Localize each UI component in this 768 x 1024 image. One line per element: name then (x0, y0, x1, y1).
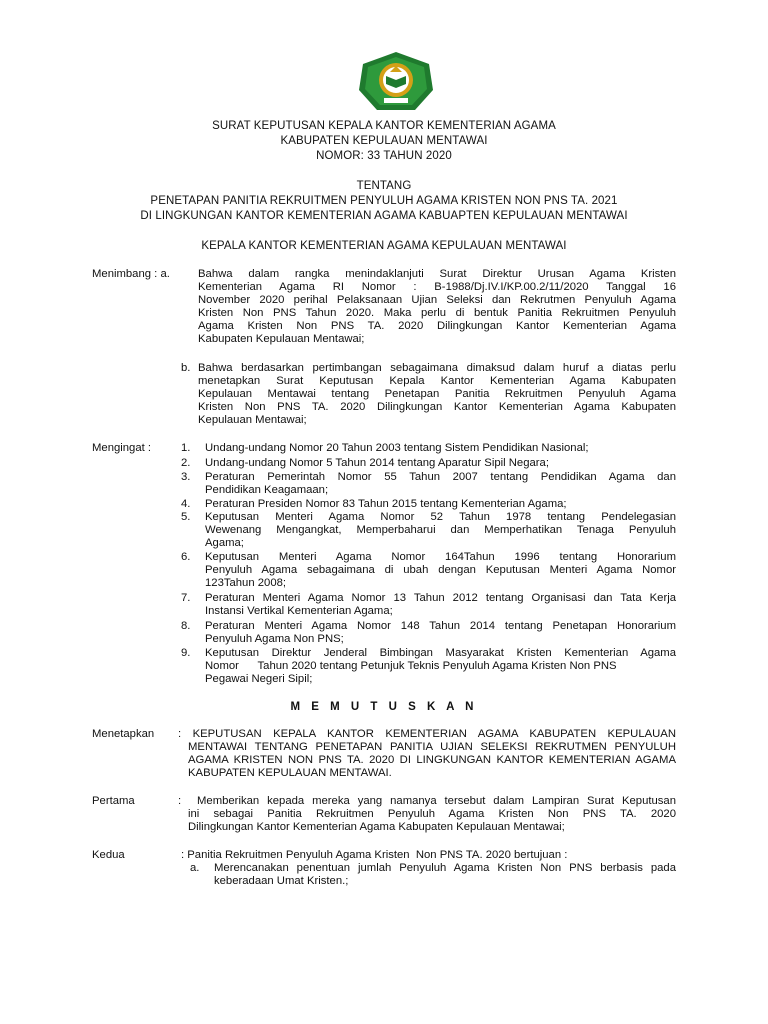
title-line-1: SURAT KEPUTUSAN KEPALA KANTOR KEMENTERIAN AGAMA (212, 120, 556, 132)
menimbang-a-line: Bahwa dalam rangka menindaklanjuti Surat Direktur Urusan Agama Kristen (198, 268, 676, 280)
mengingat-item-line: Nomor Tahun 2020 tentang Petunjuk Teknis Penyuluh Agama Kristen Non PNS (205, 660, 617, 672)
mengingat-item-line: Keputusan Direktur Jenderal Bimbingan Masyarakat Kristen Kementerian Agama (205, 647, 676, 659)
menimbang-label: Menimbang : a. (92, 268, 170, 280)
mengingat-item-line: Peraturan Presiden Nomor 83 Tahun 2015 tentang Kementerian Agama; (205, 498, 567, 510)
menimbang-b-line: Kristen Non PNS TA. 2020 Dilingkungan Kantor Kementerian Agama Kabupaten (198, 401, 676, 413)
mengingat-num: 7. (181, 592, 191, 604)
mengingat-item-line: Peraturan Pemerintah Nomor 55 Tahun 2007 tentang Pendidikan Agama dan (205, 471, 676, 483)
mengingat-num: 4. (181, 498, 191, 510)
kedua-a-line: Merencanakan penentuan jumlah Penyuluh Agama Kristen Non PNS berbasis pada (214, 862, 676, 874)
menimbang-a-line: Kabupaten Kepulauan Mentawai; (198, 333, 365, 345)
mengingat-item-line: Keputusan Menteri Agama Nomor 164Tahun 1996 tentang Honorarium (205, 551, 676, 563)
mengingat-item-line: Wewenang Mengangkat, Memperbaharui dan Memperhatikan Tenaga Penyuluh (205, 524, 676, 536)
menetapkan-line: MENTAWAI TENTANG PENETAPAN PANITIA UJIAN SELEKSI REKRUTMEN PENYULUH (188, 741, 676, 753)
menimbang-a-line: Agama Kristen Non PNS TA. 2020 Dilingkungan Kantor Kementerian Agama (198, 320, 676, 332)
pertama-line: Dilingkungan Kantor Kementerian Agama Kabupaten Kepulauan Mentawai; (188, 821, 565, 833)
menetapkan-label: Menetapkan (92, 728, 155, 740)
mengingat-num: 3. (181, 471, 191, 483)
kedua-label: Kedua (92, 849, 125, 861)
mengingat-label: Mengingat : (92, 442, 152, 454)
mengingat-item-line: Penyuluh Agama sebagaimana di ubah dengan Keputusan Menteri Agama Nomor (205, 564, 676, 576)
menimbang-a-line: Kristen Non PNS Tahun 2020. Maka perlu di bentuk Panitia Rekruitmen Penyuluh (198, 307, 676, 319)
mengingat-item-line: Peraturan Menteri Agama Nomor 13 Tahun 2012 tentang Organisasi dan Tata Kerja (205, 592, 676, 604)
menimbang-b-marker: b. (181, 362, 191, 374)
menimbang-b-line: Kepulauan Mentawai; (198, 414, 307, 426)
subject-line-1: PENETAPAN PANITIA REKRUITMEN PENYULUH AGAMA KRISTEN NON PNS TA. 2021 (150, 195, 618, 207)
menimbang-b-line: Bahwa berdasarkan pertimbangan sebagaimana dimaksud dalam huruf a diatas perlu (198, 362, 676, 374)
menimbang-a-line: Kementerian Agama RI Nomor : B-1988/Dj.IV.I/KP.00.2/11/2020 Tanggal 16 (198, 281, 676, 293)
kedua-intro: : Panitia Rekruitmen Penyuluh Agama Kristen Non PNS TA. 2020 bertujuan : (181, 849, 568, 861)
title-line-3: NOMOR: 33 TAHUN 2020 (316, 150, 452, 162)
kemenag-emblem-icon (357, 50, 435, 112)
official-heading: KEPALA KANTOR KEMENTERIAN AGAMA KEPULAUAN MENTAWAI (201, 240, 567, 252)
mengingat-item-line: Undang-undang Nomor 5 Tahun 2014 tentang Aparatur Sipil Negara; (205, 457, 549, 469)
mengingat-item-line: Instansi Vertikal Kementerian Agama; (205, 605, 393, 617)
subject-line-2: DI LINGKUNGAN KANTOR KEMENTERIAN AGAMA KABUAPTEN KEPULAUAN MENTAWAI (140, 210, 628, 222)
mengingat-num: 5. (181, 511, 191, 523)
menimbang-a-line: November 2020 perihal Pelaksanaan Ujian Seleksi dan Rekrutmen Penyuluh Agama (198, 294, 676, 306)
mengingat-item-line: 123Tahun 2008; (205, 577, 287, 589)
kedua-a-line: keberadaan Umat Kristen.; (214, 875, 349, 887)
menimbang-b-line: Kepulauan Mentawai tentang Penetapan Panitia Rekruitmen Penyuluh Agama (198, 388, 676, 400)
mengingat-item-line: Pendidikan Keagamaan; (205, 484, 329, 496)
mengingat-item-line: Undang-undang Nomor 20 Tahun 2003 tentang Sistem Pendidikan Nasional; (205, 442, 589, 454)
mengingat-num: 1. (181, 442, 191, 454)
mengingat-item-line: Penyuluh Agama Non PNS; (205, 633, 344, 645)
title-line-2: KABUPATEN KEPULAUAN MENTAWAI (280, 135, 488, 147)
mengingat-num: 6. (181, 551, 191, 563)
mengingat-item-line: Pegawai Negeri Sipil; (205, 673, 313, 685)
mengingat-num: 2. (181, 457, 191, 469)
mengingat-num: 8. (181, 620, 191, 632)
menetapkan-line: : KEPUTUSAN KEPALA KANTOR KEMENTERIAN AGAMA KABUPATEN KEPULAUAN (178, 728, 676, 740)
pertama-label: Pertama (92, 795, 135, 807)
menetapkan-line: AGAMA KRISTEN NON PNS TA. 2020 DI LINGKUNGAN KANTOR KEMENTERIAN AGAMA (188, 754, 676, 766)
tentang-heading: TENTANG (356, 180, 412, 192)
pertama-line: ini sebagai Panitia Rekruitmen Penyuluh Agama Kristen Non PNS TA. 2020 (188, 808, 676, 820)
memutuskan-heading: M E M U T U S K A N (290, 701, 478, 713)
mengingat-item-line: Keputusan Menteri Agama Nomor 52 Tahun 1978 tentang Pendelegasian (205, 511, 676, 523)
mengingat-item-line: Peraturan Menteri Agama Nomor 148 Tahun 2014 tentang Penetapan Honorarium (205, 620, 676, 632)
kedua-a-marker: a. (190, 862, 200, 874)
menetapkan-line: KABUPATEN KEPULAUAN MENTAWAI. (188, 767, 392, 779)
mengingat-num: 9. (181, 647, 191, 659)
pertama-line: : Memberikan kepada mereka yang namanya tersebut dalam Lampiran Surat Keputusan (178, 795, 676, 807)
menimbang-b-line: menetapkan Surat Keputusan Kepala Kantor Kementerian Agama Kabupaten (198, 375, 676, 387)
mengingat-item-line: Agama; (205, 537, 244, 549)
